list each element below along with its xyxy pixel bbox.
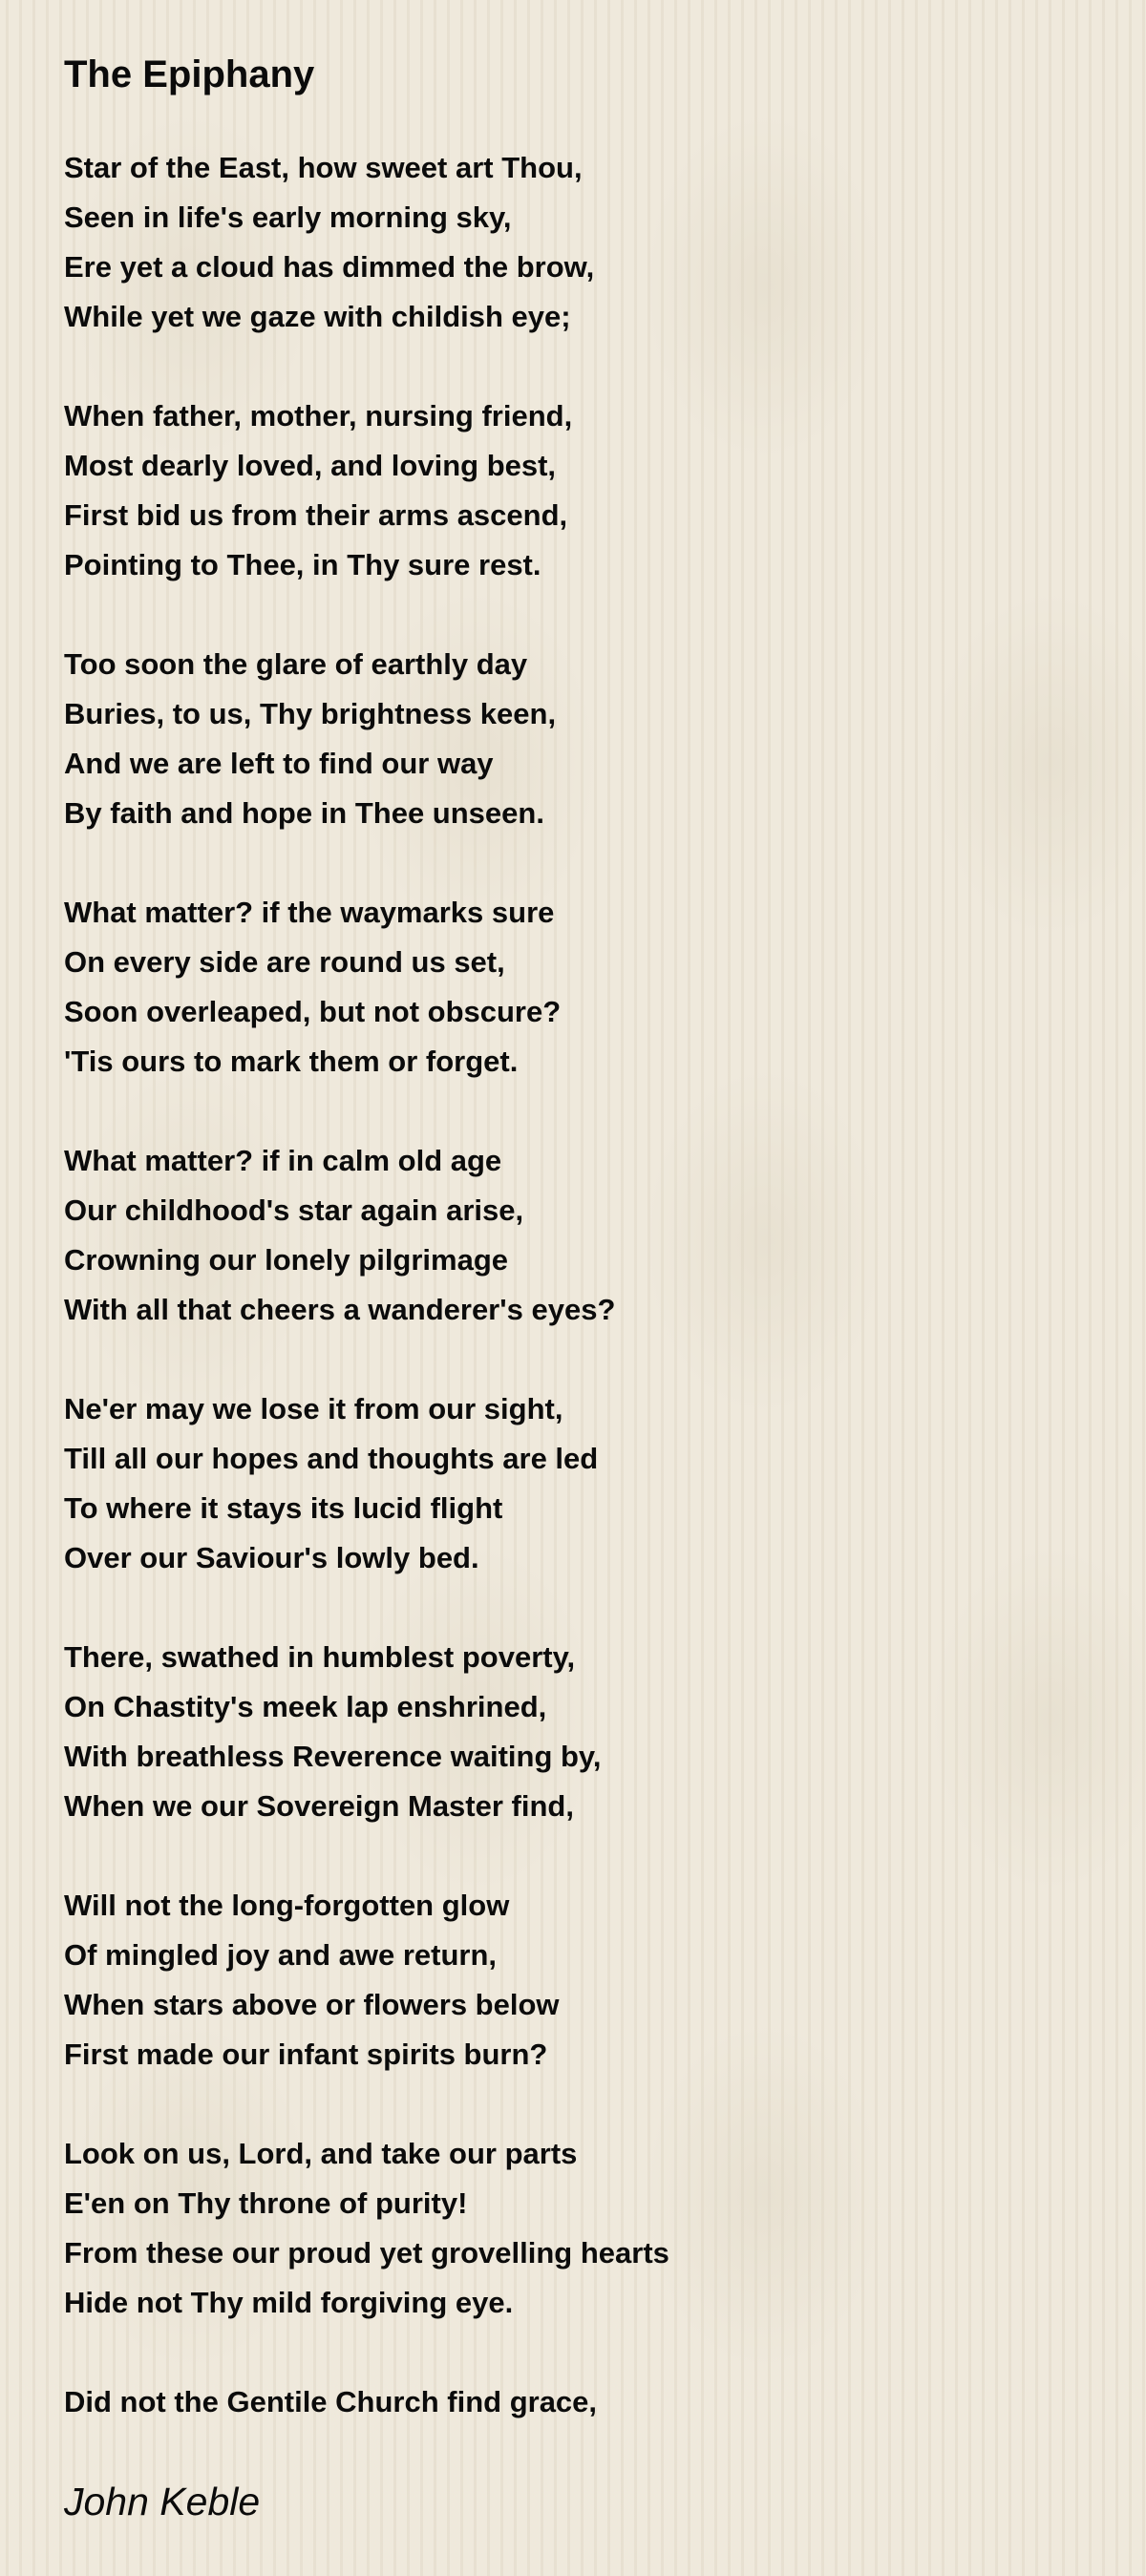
poem-line: Hide not Thy mild forgiving eye. — [64, 2286, 514, 2319]
stanza — [64, 640, 1086, 838]
poem-line: When we our Sovereign Master find, — [64, 1789, 574, 1823]
poem-line: Of mingled joy and awe return, — [64, 1938, 498, 1972]
stanza — [64, 1136, 1086, 1335]
poem-line: On Chastity's meek lap enshrined, — [64, 1690, 547, 1723]
poem-line: E'en on Thy throne of purity! — [64, 2186, 468, 2220]
poem-line: Ere yet a cloud has dimmed the brow, — [64, 250, 595, 284]
stanza — [64, 143, 1086, 342]
poem-line: Look on us, Lord, and take our parts — [64, 2137, 578, 2170]
poem-line: From these our proud yet grovelling hearts — [64, 2236, 669, 2270]
stanza — [64, 1881, 1086, 2080]
poem-line: 'Tis ours to mark them or forget. — [64, 1045, 519, 1078]
poem-line: What matter? if the waymarks sure — [64, 896, 555, 929]
poem-line: Buries, to us, Thy brightness keen, — [64, 697, 557, 730]
stanza — [64, 888, 1086, 1087]
poem-line: On every side are round us set, — [64, 945, 505, 979]
poem-line: Our childhood's star again arise, — [64, 1193, 524, 1227]
poem-line: First bid us from their arms ascend, — [64, 498, 568, 532]
poem-line: And we are left to find our way — [64, 747, 494, 780]
poem-line: There, swathed in humblest poverty, — [64, 1640, 576, 1674]
poem-author: John Keble — [64, 2480, 261, 2523]
poem-line: First made our infant spirits burn? — [64, 2038, 548, 2071]
stanza — [64, 2377, 1086, 2427]
poem-body — [64, 143, 1086, 2477]
poem-line: Most dearly loved, and loving best, — [64, 449, 557, 482]
poem-line: Till all our hopes and thoughts are led — [64, 1442, 599, 1475]
poem-line: What matter? if in calm old age — [64, 1144, 502, 1177]
poem-line: While yet we gaze with childish eye; — [64, 300, 571, 333]
poem-line: Star of the East, how sweet art Thou, — [64, 151, 583, 184]
poem-line: Seen in life's early morning sky, — [64, 201, 512, 234]
poem-line: Pointing to Thee, in Thy sure rest. — [64, 548, 541, 581]
stanza — [64, 391, 1086, 590]
poem-line: Crowning our lonely pilgrimage — [64, 1243, 509, 1277]
poem-line: With breathless Reverence waiting by, — [64, 1740, 602, 1773]
poem-line: When father, mother, nursing friend, — [64, 399, 573, 433]
poem-title: The Epiphany — [64, 53, 315, 95]
stanza — [64, 2129, 1086, 2328]
poem-line: By faith and hope in Thee unseen. — [64, 796, 544, 830]
poem-line: With all that cheers a wanderer's eyes? — [64, 1293, 616, 1326]
stanza — [64, 1384, 1086, 1583]
poem-line: Did not the Gentile Church find grace, — [64, 2385, 598, 2418]
poem-line: Over our Saviour's lowly bed. — [64, 1541, 479, 1574]
poem-line: Ne'er may we lose it from our sight, — [64, 1392, 563, 1425]
poem-line: Too soon the glare of earthly day — [64, 647, 528, 681]
poem-line: Soon overleaped, but not obscure? — [64, 995, 562, 1028]
poem-line: When stars above or flowers below — [64, 1988, 560, 2021]
poem-line: To where it stays its lucid flight — [64, 1491, 503, 1525]
poem-line: Will not the long-forgotten glow — [64, 1889, 510, 1922]
stanza — [64, 1633, 1086, 1831]
